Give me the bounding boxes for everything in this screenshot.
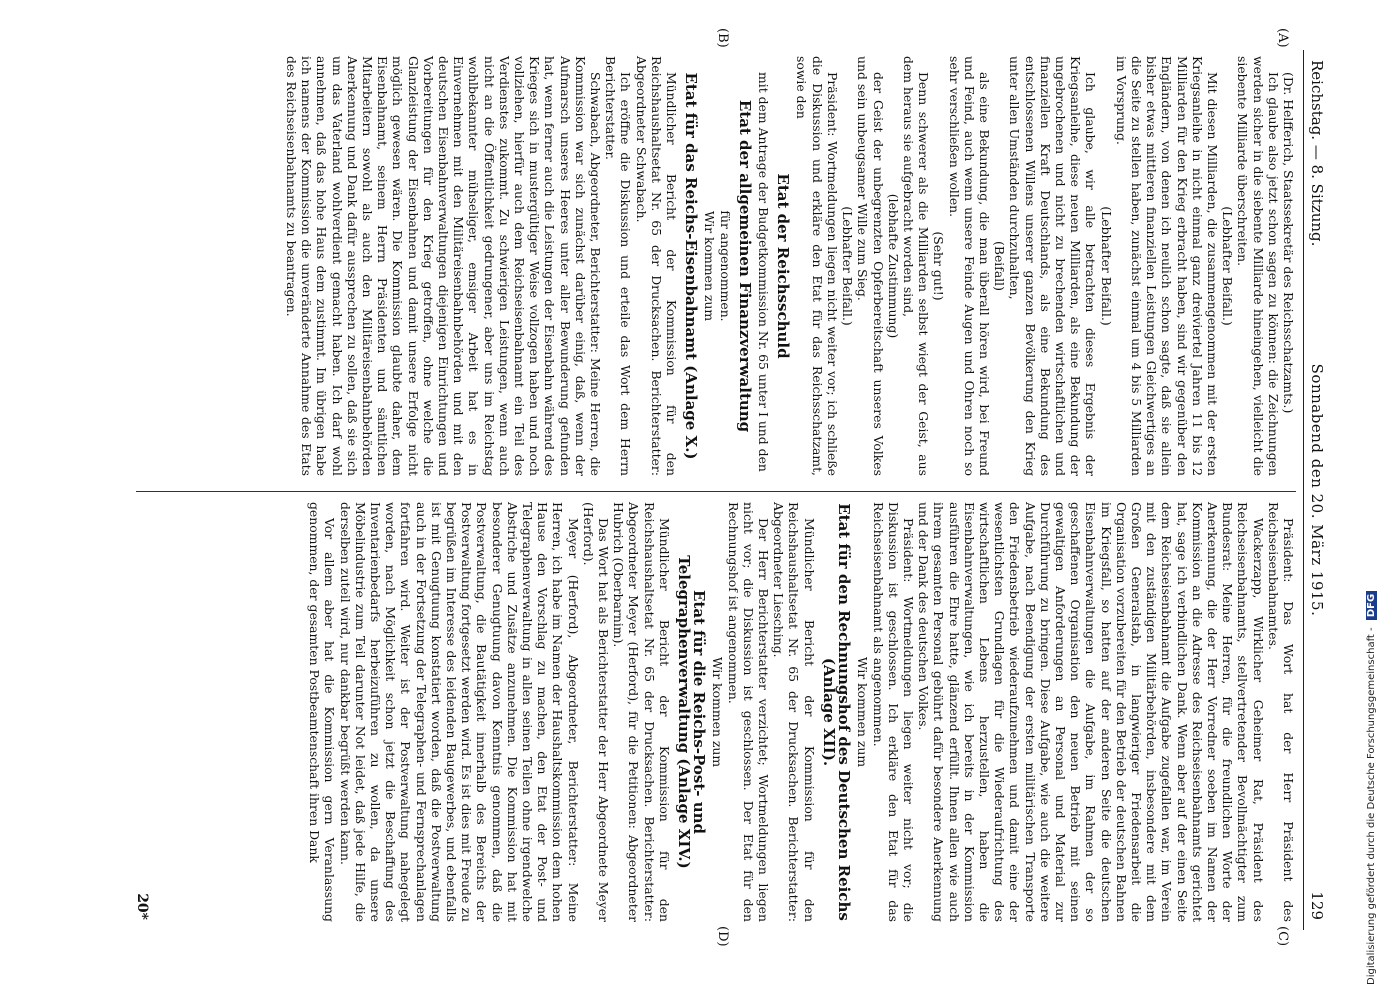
margin-mark-d: (D)	[715, 926, 730, 947]
column-divider	[136, 491, 1296, 492]
section-heading: Etat für die Reichs-Post- und Telegraphenverwaltung (Anlage XIV.)	[675, 555, 709, 869]
interjection: (Sehr gut!)	[931, 231, 947, 301]
margin-mark-a: (A)	[1275, 28, 1290, 48]
credit-text: Digitalisierung gefördert durch die Deutsche Forschungsgemeinschaft -	[1366, 627, 1377, 985]
paragraph: Wir kommen zum	[710, 656, 726, 768]
paragraph: Wir kommen zum	[855, 656, 871, 768]
paragraph: Schwabach, Abgeordneter, Berichterstatter: Meine Herren, die Kommission war sich zunächst darüber einig, daß, wenn der Aufmarsch unseres Heeres unter aller Bewunderung gefunden hat, wenn ferner auch die Leistungen der Eisenbahn während des Krieges sich in mustergültiger Weise vollzogen haben und noch vollziehen, hierfür auch dem Reichseisenbahnamt ein Teil des Verdienstes zukommt. Zu schwierigen Leistungen, wenn auch nicht an die Öffentlichkeit gedrungener, aber uns im Reichstag wohlbekannter mühseliger, emsiger Arbeit hat es in Einvernehmen mit den Militäreisenbahnbehörden und mit den deutschen Eisenbahnverwaltungen diejenigen Einrichtungen und Vorbereitungen für den Krieg getroffen, ohne welche die Glanzleistung der Eisenbahnen und damit unsere Erfolge nicht möglich gewesen wären. Die Kommission glaubte daher, dem Eisenbahnamt, seinem Herrn Präsidenten und sämtlichen Mitarbeitern sowohl als auch den Militäreisenbahnbehörden Anerkennung und Dank dafür aussprechen zu sollen, daß sie sich um das Vaterland wohlverdient gemacht haben. Ich darf wohl annehmen, daß das hohe Haus dem zustimmt. Im übrigen habe ich namens der Kommission die unveränderte Annahme des Etats des Reichseisenbahnamts zu beantragen.	[284, 56, 604, 476]
paragraph: Das Wort hat als Berichterstatter der Herr Abgeordnete Meyer (Herford).	[580, 502, 612, 922]
interjection: (Beifall)	[992, 241, 1008, 291]
paragraph: der Geist der unbegrenzten Opferbereitschaft unseres Volkes und sein unbeugsamer Wille zum Sieg.	[855, 56, 886, 476]
interjection: (Lebhafter Beifall.)	[1220, 206, 1236, 326]
report-note: Mündlicher Bericht der Kommission für den Reichshaushaltsetat Nr. 65 der Drucksachen. Berichterstatter: Abgeordneter Meyer (Herford), für die Petitionen: Abgeordneter Hubrich (Oberbarnim).	[611, 502, 672, 922]
page-header	[1303, 50, 1330, 930]
signature-mark: 20*	[134, 893, 150, 920]
left-text-column	[284, 56, 1296, 476]
paragraph: Wir kommen zum	[702, 210, 718, 322]
paragraph: Ich glaube also jetzt schon sagen zu können: die Zeichnungen werden sicher in die siebente Milliarde hineingehen, vielleicht die siebente Milliarde überschreiten.	[1235, 56, 1281, 476]
section-heading: Etat der allgemeinen Finanzverwaltung	[735, 99, 754, 433]
page-number: 129	[1308, 891, 1326, 920]
paragraph: Mit diesen Milliarden, die zusammengenommen mit der ersten Kriegsanleihe in nicht einmal ganz dreiviertel Jahren 11 bis 12 Milliarden für den Krieg erbracht haben, sind wir gegenüber den Engländern, von denen ich neulich schon sagte, daß sie allein bisher etwas mittleren finanziellen Leistungen Gleichwertiges an die Seite zu stellen haben, zunächst einmal um 4 bis 5 Milliarden im Vorsprung.	[1113, 56, 1220, 476]
report-note: Mündlicher Bericht der Kommission für den Reichshaushaltsetat Nr. 65 der Drucksachen. Berichterstatter: Abgeordneter Liesching.	[771, 502, 817, 922]
paragraph: Meyer (Herford), Abgeordneter, Berichterstatter: Meine Herren, ich habe im Namen der Haushaltskommission dem hohen Hause den Vorschlag zu machen, den Etat der Post- und Telegraphenverwaltung in allen seinen Teilen ohne irgendwelche Abstriche und Zusätze anzunehmen. Die Kommission hat mit besonderer Genugtuung davon Kenntnis genommen, daß die Postverwaltung, die Bautätigkeit innerhalb des Bereichs der Postverwaltung fortgesetzt werden wird. Es ist dies mit Freude zu begrüßen im Interesse des leidenden Baugewerbes, und ebenfalls ist mit Genugtuung konstatiert worden, daß die Postverwaltung auch in der Fortsetzung der Telegraphen- und Fernsprechanlagen fortfahren wird. Weiter ist der Postverwaltung nahegelegt worden, nach Möglichkeit schon jetzt die Beschaffung des Inventarienbedarfs herbeizuführen zu wollen, da unsere Möbelindustrie zum Teil darunter Not leidet, daß jede Hilfe, die derselben zuteil wird, nur dankbar begrüßt werden kann.	[337, 502, 581, 922]
speaker-attribution: (Dr. Helfferich, Staatssekretär des Reichsschatzamts.)	[1281, 72, 1296, 414]
report-note: Mündlicher Bericht der Kommission für den Reichshaushaltsetat Nr. 65 der Drucksachen. Berichterstatter: Abgeordneter Schwabach.	[633, 56, 680, 476]
paragraph: Denn schwerer als die Milliarden selbst wiegt der Geist, aus dem heraus sie aufgebracht worden sind,	[900, 56, 932, 476]
paragraph: mit dem Antrage der Budgetkommission Nr. 65 unter I und den	[756, 72, 772, 472]
paragraph: Präsident: Wortmeldungen liegen nicht weiter vor; ich schließe die Diskussion und erkläre den Etat für das Reichsschatzamt, sowie den	[794, 56, 840, 476]
interjection: (lebhafte Zustimmung)	[885, 193, 901, 339]
interjection: (Lebhafter Beifall.)	[840, 206, 856, 326]
header-left: Reichstag. — 8. Sitzung.	[1308, 60, 1326, 247]
header-date: Sonnabend den 20. März 1915.	[1308, 363, 1326, 617]
paragraph: Der Herr Berichterstatter verzichtet; Wortmeldungen liegen nicht vor; die Diskussion ist geschlossen. Der Etat für den Rechnungshof ist angenommen.	[725, 502, 772, 922]
paragraph: Ich glaube, wir alle betrachten dieses Ergebnis der Kriegsanleihe, diese neuen Milliarden, als eine Bekundung der ungebrochenen und nicht zu brechenden wirtschaftlichen und finanziellen Kraft Deutschlands, als eine Bekundung des entschlossenen Willens unserer ganzen Bevölkerung den Krieg unter allen Umständen durchzuhalten,	[1007, 56, 1099, 476]
right-text-column	[307, 502, 1296, 922]
paragraph: als eine Bekundung, die man überall hören wird, bei Freund und Feind, auch wenn unsere Feinde Augen und Ohren noch so sehr verschließen wollen.	[946, 56, 992, 476]
section-heading: Etat für den Rechnungshof des Deutschen Reichs (Anlage XII).	[819, 503, 854, 921]
margin-mark-b: (B)	[715, 28, 730, 48]
interjection: (Lebhafter Beifall.)	[1098, 206, 1114, 326]
paragraph: Ich eröffne die Diskussion und erteile das Wort dem Herrn Berichterstatter.	[603, 56, 634, 476]
paragraph: Präsident: Das Wort hat der Herr Präsident des Reichseisenbahnamtes.	[1265, 502, 1296, 922]
digitization-credit	[1366, 591, 1377, 985]
paragraph: Präsident: Wortmeldungen liegen weiter nicht vor; die Diskussion ist geschlossen. Ich erkläre den Etat für das Reichseisenbahnamt als angenommen.	[870, 502, 916, 922]
paragraph: Vor allem aber hat die Kommission gern Veranlassung genommen, der gesamten Postbeamtenschaft ihren Dank	[307, 502, 338, 922]
dfg-logo: DFG	[1366, 591, 1377, 620]
rotated-document-page	[80, 28, 1330, 947]
paragraph: für angenommen.	[717, 210, 733, 322]
section-heading: Etat der Reichsschuld	[774, 173, 793, 359]
section-heading: Etat für das Reichs-Eisenbahnamt (Anlage X.)	[682, 72, 701, 460]
margin-mark-c: (C)	[1275, 926, 1290, 947]
paragraph: Wackerzapp, Wirklicher Geheimer Rat, Präsident des Reichseisenbahnamts, stellvertretender Bevollmächtigter zum Bundesrat: Meine Herren, für die freundlichen Worte der Anerkennung, die der Herr Vorredner soeben im Namen der Kommission an die Adresse des Reichseisenbahnamts gerichtet hat, sage ich verbindlichen Dank. Wenn aber auf der einen Seite dem Reichseisenbahnamt die Aufgabe zugefallen war, im Verein mit den zuständigen Militärbehörden, insbesondere mit dem Großen Generalstab, in langwieriger Friedensarbeit die Organisation vorzubereiten für den Betrieb der deutschen Bahnen im Kriegsfall, so hatten auf der anderen Seite die deutschen Eisenbahnverwaltungen die Aufgabe, im Rahmen der so geschaffenen Organisation den neuen Betrieb mit seinen gewaltigen Anforderungen an Personal und Material zur Durchführung zu bringen. Diese Aufgabe, wie auch die weitere Aufgabe, nach Beendigung der ersten militärischen Transporte den Friedensbetrieb wiederaufzunehmen und damit eine der wesentlichsten Grundlagen für die Wiederaufrichtung des wirtschaftlichen Lebens herzustellen, haben die Eisenbahnverwaltungen, wie ich bereits in der Kommission ausführen die Ehre hatte, glänzend erfüllt. Ihnen allen wie auch ihrem gesamten Personal gebührt dafür besondere Anerkennung und der Dank des deutschen Volkes.	[916, 502, 1266, 922]
